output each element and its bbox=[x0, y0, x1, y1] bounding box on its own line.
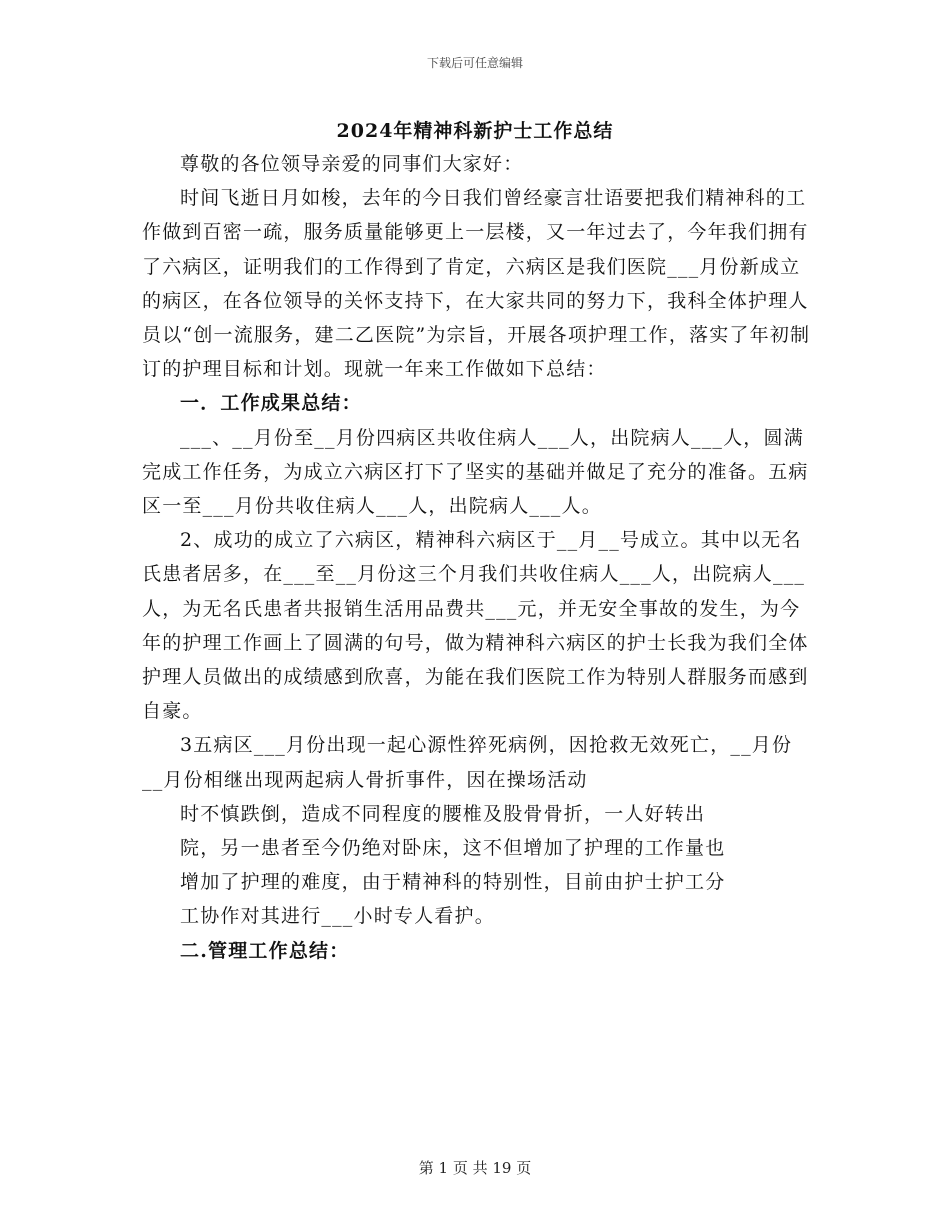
section-heading-work-results: 一．工作成果总结： bbox=[180, 392, 362, 415]
document-title: 2024年精神科新护士工作总结 bbox=[336, 120, 614, 142]
paragraph-item-2: 2、成功的成立了六病区，精神科六病区于__月__号成立。其中以无名氏患者居多，在___至__月份这三个月我们共收住病人___人，出院病人___人，为无名氏患者共报销生活用品费共___元，并无安全事故的发生，为今年的护理工作画上了圆满的句号，做为精神科六病区的护士长我为我们全体护理人员做出的成绩感到欣喜，为能在我们医院工作为特别人群服务而感到自豪。 bbox=[142, 529, 809, 723]
greeting: 尊敬的各位领导亲爱的同事们大家好： bbox=[180, 153, 524, 175]
paragraph-item-3-continued: 时不慎跌倒，造成不同程度的腰椎及股骨骨折，一人好转出院，另一患者至今仍绝对卧床，这不但增加了护理的工作量也增加了护理的难度，由于精神科的特别性，目前由护士护工分工协作对其进行___小时专人看护。 bbox=[180, 802, 726, 928]
paragraph-item-3: 3五病区___月份出现一起心源性猝死病例，因抢救无效死亡，__月份__月份相继出现两起病人骨折事件，因在操场活动 bbox=[142, 734, 793, 791]
document-body bbox=[142, 147, 812, 968]
paragraph-item-1: ___、__月份至__月份四病区共收住病人___人，出院病人___人，圆满完成工作任务，为成立六病区打下了坚实的基础并做足了充分的准备。五病区一至___月份共收住病人___人，出院病人___人。 bbox=[142, 426, 809, 518]
intro-paragraph: 时间飞逝日月如梭，去年的今日我们曾经豪言壮语要把我们精神科的工作做到百密一疏，服务质量能够更上一层楼，又一年过去了，今年我们拥有了六病区，证明我们的工作得到了肯定，六病区是我们医院___月份新成立的病区，在各位领导的关怀支持下，在大家共同的努力下，我科全体护理人员以“创一流服务，建二乙医院”为宗旨，开展各项护理工作，落实了年初制订的护理目标和计划。现就一年来工作做如下总结： bbox=[142, 187, 811, 381]
section-heading-management: 二.管理工作总结： bbox=[180, 939, 350, 962]
header-note: 下载后可任意编辑 bbox=[426, 56, 523, 70]
page-number: 第 1 页 共 19 页 bbox=[418, 1159, 532, 1177]
